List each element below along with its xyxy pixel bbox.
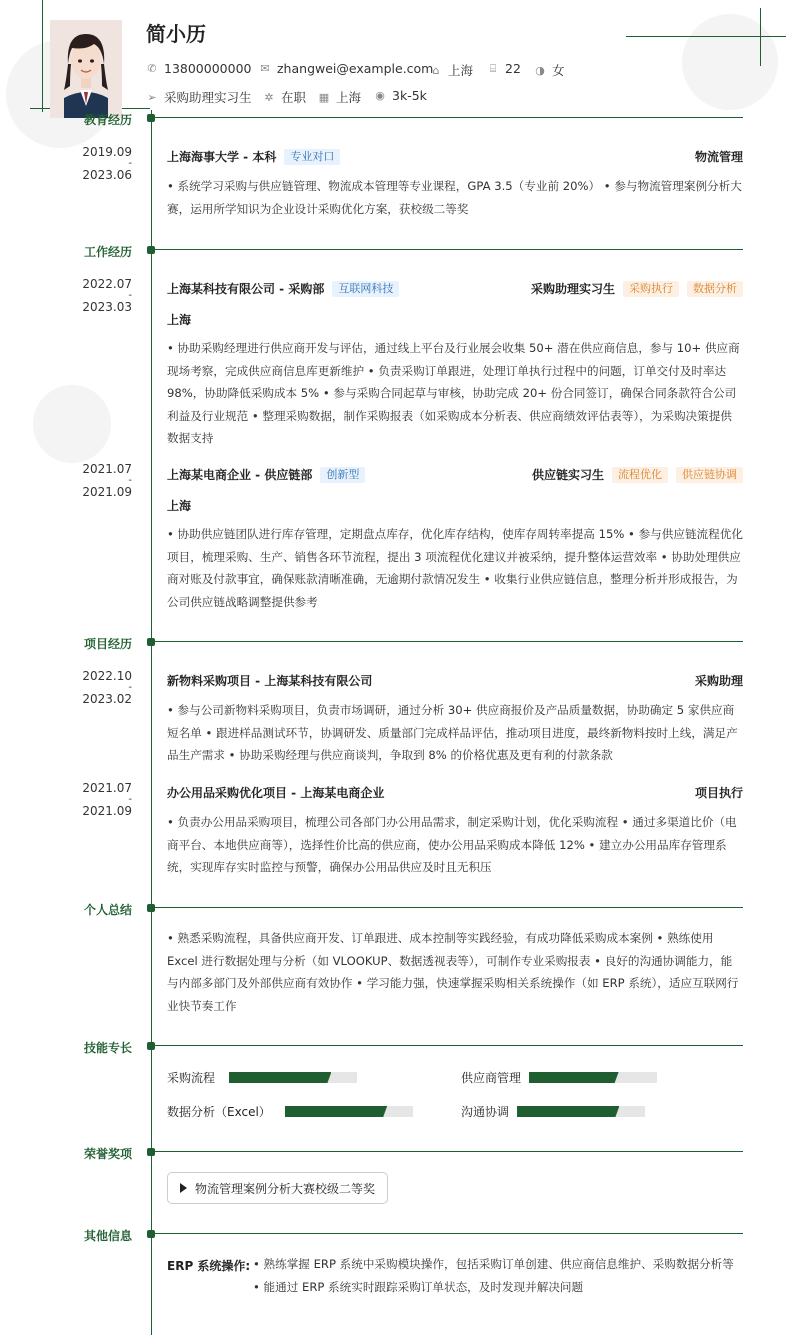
school-title: 上海海事大学 - 本科	[167, 150, 277, 164]
project-date: 2021.07 - 2021.09	[82, 781, 132, 818]
project-header	[167, 784, 743, 801]
other-text: • 熟练掌握 ERP 系统中采购模块操作，包括采购订单创建、供应商信息维护、采购数据分析等 • 能通过 ERP 系统实时跟踪采购订单状态，及时发现并解决问题	[253, 1257, 734, 1294]
award-text: 物流管理案例分析大赛校级二等奖	[195, 1181, 376, 1196]
building-icon: ▦	[318, 90, 330, 104]
skill-item	[167, 1103, 413, 1120]
company-title: 上海某电商企业 - 供应链部	[167, 468, 313, 482]
education-header	[167, 148, 743, 165]
section-marker	[147, 1230, 155, 1238]
project-title: 办公用品采购优化项目 - 上海某电商企业	[167, 786, 385, 800]
phone-info	[146, 61, 251, 76]
section-marker	[147, 114, 155, 122]
award-item	[167, 1172, 388, 1204]
section-divider	[155, 907, 743, 908]
cake-icon: ⌸	[489, 61, 497, 75]
section-title-awards: 荣誉奖项	[83, 1147, 132, 1161]
phone-text: 13800000000	[164, 61, 252, 76]
work-desc: • 协助供应链团队进行库存管理，定期盘点库存，优化库存结构，使库存周转率提高 15% • 参与供应链流程优化项目，梳理采购、生产、销售各环节流程，提出 3 项流程优化建议并被采纳，提升整体运营效率 • 协助处理供应商对账及付款事宜，确保账款清晰准确，无逾期付款情况发生 • 收集行业供应链信息，整理分析并形成报告，为公司供应链战略调整提供参考	[167, 527, 743, 609]
section-divider	[155, 117, 743, 118]
target-city-text: 上海	[336, 90, 362, 105]
work-header	[167, 280, 743, 297]
skill-tag: 采购执行	[623, 281, 679, 297]
skill-tag: 流程优化	[612, 467, 668, 483]
section-title-projects: 项目经历	[83, 637, 132, 651]
email-text: zhangwei@example.com	[277, 61, 434, 76]
section-divider	[155, 1151, 743, 1152]
age-info	[487, 61, 521, 76]
work-role: 采购助理实习生	[530, 282, 615, 296]
skill-name: 采购流程	[167, 1071, 216, 1085]
section-divider	[155, 641, 743, 642]
skill-bar	[529, 1072, 657, 1083]
skill-name: 沟通协调	[461, 1105, 510, 1119]
section-title-other: 其他信息	[83, 1229, 132, 1243]
major: 物流管理	[694, 150, 743, 164]
section-marker	[147, 904, 155, 912]
project-role: 采购助理	[694, 674, 743, 688]
skill-bar	[229, 1072, 357, 1083]
skill-bar	[285, 1106, 413, 1117]
candidate-name: 简小历	[146, 22, 206, 46]
section-divider	[155, 249, 743, 250]
salary-text: 3k-5k	[392, 88, 427, 103]
play-icon	[180, 1183, 187, 1193]
summary-text: • 熟悉采购流程，具备供应商开发、订单跟进、成本控制等实践经验，有成功降低采购成本案例 • 熟练使用 Excel 进行数据处理与分析（如 VLOOKUP、数据透视表等），可制作专业采购报表 • 良好的沟通协调能力，能与内部多部门及外部供应商有效协作 • 学习能力强，快速掌握采购相关系统操作（如 ERP 系统），适应互联网行业快节奏工作	[167, 931, 739, 1013]
age-text: 22	[505, 61, 521, 76]
work-date: 2021.07 - 2021.09	[82, 462, 132, 499]
education-date: 2019.09 - 2023.06	[82, 145, 132, 182]
skill-name: 供应商管理	[461, 1071, 522, 1085]
skill-bar-fill	[229, 1072, 331, 1083]
project-role: 项目执行	[694, 786, 743, 800]
work-header	[167, 466, 743, 483]
coin-icon: ◉	[375, 89, 385, 102]
section-title-education: 教育经历	[83, 113, 132, 127]
decor-circle-top-right	[682, 14, 778, 110]
project-desc: • 参与公司新物料采购项目，负责市场调研，通过分析 30+ 供应商报价及产品质量数据，协助确定 5 家供应商短名单 • 跟进样品测试环节，协调研发、质量部门完成样品评估，推动项目进度，最终新物料按时上线，满足产品生产需求 • 协助采购经理与供应商谈判，争取到 8% 的价格优惠及更有利的付款条款	[167, 703, 738, 762]
project-header	[167, 672, 743, 689]
gender-text: 女	[552, 63, 565, 78]
project-desc: • 负责办公用品采购项目，梳理公司各部门办公用品需求，制定采购计划，优化采购流程 • 通过多渠道比价（电商平台、本地供应商等），选择性价比高的供应商，使办公用品采购成本降低 12% • 建立办公用品库存管理系统，实现库存实时监控与预警，确保办公用品供应及时且无积压	[167, 815, 737, 874]
company-title: 上海某科技有限公司 - 采购部	[167, 282, 325, 296]
job-target-info	[146, 88, 252, 106]
education-tag: 专业对口	[284, 149, 340, 165]
skill-name: 数据分析（Excel）	[167, 1105, 271, 1119]
company-tag: 互联网科技	[332, 281, 399, 297]
skill-bar	[517, 1106, 645, 1117]
decor-line	[760, 8, 761, 66]
decor-circle-left	[33, 385, 111, 463]
salary-info	[374, 88, 427, 103]
other-label: ERP 系统操作:	[167, 1259, 251, 1273]
section-title-summary: 个人总结	[83, 903, 132, 917]
status-text: 在职	[281, 90, 307, 105]
phone-icon: ✆	[147, 62, 157, 75]
skill-bar-fill	[285, 1106, 387, 1117]
skill-tag: 供应链协调	[676, 467, 743, 483]
job-target-text: 采购助理实习生	[164, 90, 252, 105]
skill-bar-fill	[529, 1072, 619, 1083]
work-city: 上海	[167, 499, 192, 513]
project-date: 2022.10 - 2023.02	[82, 669, 132, 706]
project-title: 新物料采购项目 - 上海某科技有限公司	[167, 674, 373, 688]
mail-icon: ✉	[260, 62, 270, 75]
section-marker	[147, 1042, 155, 1050]
education-desc: • 系统学习采购与供应链管理、物流成本管理等专业课程，GPA 3.5（专业前 20%） • 参与物流管理案例分析大赛，运用所学知识为企业设计采购优化方案，获校级二等奖	[167, 179, 742, 216]
location-info	[430, 61, 473, 79]
section-divider	[155, 1233, 743, 1234]
work-city: 上海	[167, 313, 192, 327]
skill-item	[461, 1069, 657, 1086]
skill-tag: 数据分析	[687, 281, 743, 297]
profile-photo	[50, 20, 122, 118]
work-desc: • 协助采购经理进行供应商开发与评估，通过线上平台及行业展会收集 50+ 潜在供应商信息，参与 10+ 供应商现场考察，完成供应商信息库更新维护 • 负责采购订单跟进，处理订单执行过程中的问题，订单交付及时率达 98%，协助降低采购成本 5% • 参与采购合同起草与审核，协助完成 20+ 份合同签订，确保合同条款符合公司利益及行业规范 • 整理采购数据，制作采购报表（如采购成本分析表、供应商绩效评估表等），为采购决策提供数据支持	[167, 341, 740, 445]
gear-icon: ✲	[264, 90, 274, 104]
work-role: 供应链实习生	[531, 468, 604, 482]
section-marker	[147, 638, 155, 646]
target-city-info	[318, 88, 361, 106]
status-info	[263, 88, 306, 106]
email-info	[259, 61, 433, 76]
section-divider	[155, 1045, 743, 1046]
gender-icon: ◑	[535, 63, 545, 77]
decor-line	[42, 0, 43, 112]
skill-item	[461, 1103, 645, 1120]
skill-bar-fill	[517, 1106, 619, 1117]
section-marker	[147, 246, 155, 254]
home-icon: ⌂	[432, 63, 440, 77]
gender-info	[534, 61, 565, 79]
send-icon: ➢	[147, 90, 157, 104]
work-date: 2022.07 - 2023.03	[82, 277, 132, 314]
section-title-skills: 技能专长	[83, 1041, 132, 1055]
location-text: 上海	[448, 63, 474, 78]
section-marker	[147, 1148, 155, 1156]
company-tag: 创新型	[320, 467, 365, 483]
section-title-work: 工作经历	[83, 245, 132, 259]
decor-line	[626, 36, 786, 37]
skill-item	[167, 1069, 357, 1086]
